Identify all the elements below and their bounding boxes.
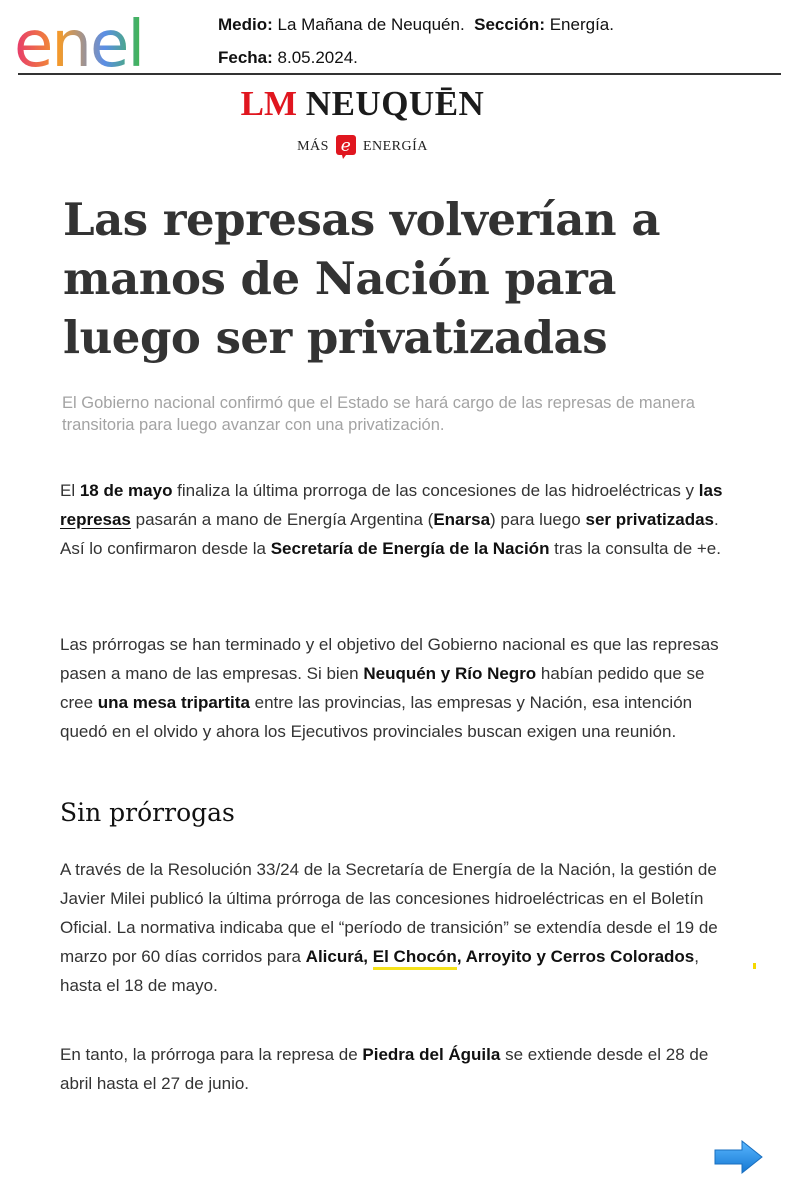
paragraph-3: A través de la Resolución 33/24 de la Secretaría de Energía de la Nación, la gestión de Javier Milei publicó la última prórroga de las concesiones hidroeléctricas en el Boletín Oficial. La normativa indicaba que el “período de transición” se extendía desde el 19 de marzo por 60 días corridos para Alicurá, El Chocón, Arroyito y Cerros Colorados, hasta el 18 de mayo.: [60, 860, 718, 995]
enel-logo: [14, 8, 184, 70]
seccion-label: Sección:: [474, 15, 545, 34]
newspaper-masthead[interactable]: [0, 84, 725, 124]
mas-energia-brand[interactable]: [0, 134, 725, 160]
medio-label: Medio:: [218, 15, 273, 34]
sub-brand-right: ENERGÍA: [362, 139, 428, 155]
article-deck: El Gobierno nacional confirmó que el Estado se hará cargo de las represas de manera transitoria para luego avanzar con una privatización.: [62, 394, 695, 434]
fecha-value: 8.05.2024.: [277, 48, 358, 67]
header-divider: [18, 73, 781, 75]
sub-brand-left: MÁS: [297, 139, 329, 155]
clipping-meta: [218, 8, 614, 74]
medio-value: La Mañana de Neuquén.: [277, 15, 465, 34]
seccion-value: Energía.: [549, 15, 614, 34]
paragraph-1: El 18 de mayo finaliza la última prorroga de las concesiones de las hidroeléctricas y las represas pasarán a mano de Energía Argentina (Enarsa) para luego ser privatizadas. Así lo confirmaron desde la Secretaría de Energía de la Nación tras la consulta de +e.: [60, 481, 723, 558]
masthead-lm: LM: [240, 84, 298, 123]
paragraph-4: En tanto, la prórroga para la represa de Piedra del Águila se extiende desde el 28 de abril hasta el 27 de junio.: [60, 1045, 709, 1093]
represas-link[interactable]: represas: [60, 510, 131, 529]
fecha-label: Fecha:: [218, 48, 273, 67]
right-arrow-icon[interactable]: [712, 1138, 764, 1176]
e-badge-icon: [335, 134, 357, 160]
svg-text:enel: enel: [14, 8, 144, 70]
section-subheading: Sin prórrogas: [60, 798, 235, 827]
paragraph-2: Las prórrogas se han terminado y el objetivo del Gobierno nacional es que las represas pasen a mano de las empresas. Si bien Neuquén y Río Negro habían pedido que se cree una mesa tripartita entre las provincias, las empresas y Nación, esa intención quedó en el olvido y ahora los Ejecutivos provinciales buscan exigen una reunión.: [60, 635, 719, 741]
masthead-name: NEUQUĒN: [305, 84, 485, 123]
article-title: Las represas volverían a manos de Nación para luego ser privatizadas: [63, 193, 660, 364]
el-chocon-link[interactable]: El Chocón: [373, 947, 457, 970]
svg-text:e: e: [340, 136, 352, 156]
marker-dot: [753, 963, 756, 969]
clipping-header: [0, 0, 800, 76]
